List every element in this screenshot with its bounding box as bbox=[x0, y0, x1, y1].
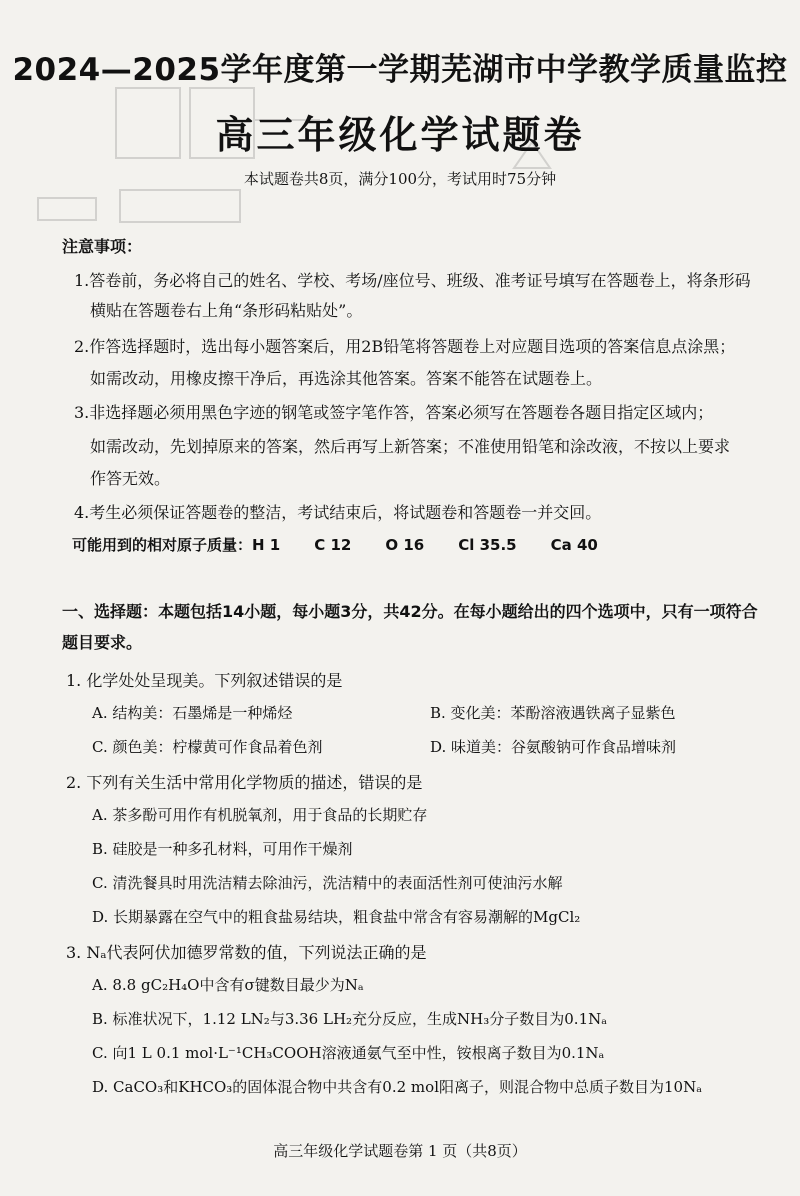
notice-heading: 注意事项： bbox=[62, 237, 143, 256]
atomic-mass-label: 可能用到的相对原子质量： bbox=[72, 536, 253, 554]
question-1-option-c: C. 颜色美：柠檬黄可作食品着色剂 bbox=[92, 738, 323, 756]
atomic-mass-c: C 12 bbox=[314, 536, 352, 554]
question-3-stem: 3. Nₐ代表阿伏加德罗常数的值，下列说法正确的是 bbox=[66, 943, 427, 962]
exam-info: 本试题卷共8页，满分100分，考试用时75分钟 bbox=[243, 170, 557, 188]
atomic-masses bbox=[72, 534, 632, 555]
exam-title: 2024—2025学年度第一学期芜湖市中学教学质量监控 bbox=[12, 52, 788, 88]
question-1-stem: 1. 化学处处呈现美。下列叙述错误的是 bbox=[66, 671, 343, 690]
question-3-option-a: A. 8.8 gC₂H₄O中含有σ键数目最少为Nₐ bbox=[92, 976, 364, 994]
section-heading bbox=[62, 596, 782, 658]
question-2-option-a: A. 茶多酚可用作有机脱氧剂，用于食品的长期贮存 bbox=[92, 806, 428, 824]
question-1-option-b: B. 变化美：苯酚溶液遇铁离子显紫色 bbox=[430, 704, 676, 722]
section-heading-line-1: 一、选择题：本题包括14小题，每小题3分，共42分。在每小题给出的四个选项中，只有一项符合 bbox=[62, 602, 758, 621]
question-2-option-c: C. 清洗餐具时用洗洁精去除油污，洗洁精中的表面活性剂可使油污水解 bbox=[92, 874, 563, 892]
question-3-option-d: D. CaCO₃和KHCO₃的固体混合物中共含有0.2 mol阳离子，则混合物中总质子数目为10Nₐ bbox=[92, 1078, 702, 1096]
page-footer: 高三年级化学试题卷第 1 页（共8页） bbox=[273, 1142, 527, 1160]
section-heading-line-2: 题目要求。 bbox=[62, 633, 143, 652]
exam-subtitle: 高三年级化学试题卷 bbox=[215, 113, 585, 157]
notice-item-3-line-1: 3.非选择题必须用黑色字迹的钢笔或签字笔作答，答案必须写在答题卷各题目指定区域内； bbox=[74, 403, 714, 422]
question-2-option-b: B. 硅胶是一种多孔材料，可用作干燥剂 bbox=[92, 840, 353, 858]
atomic-mass-o: O 16 bbox=[385, 536, 425, 554]
question-1-option-a: A. 结构美：石墨烯是一种烯烃 bbox=[92, 704, 293, 722]
notice-item-1-line-2: 横贴在答题卷右上角“条形码粘贴处”。 bbox=[90, 301, 363, 320]
notice-item-3-line-2: 如需改动，先划掉原来的答案，然后再写上新答案；不准使用铅笔和涂改液，不按以上要求 bbox=[90, 437, 731, 456]
notice-item-3-line-3: 作答无效。 bbox=[90, 469, 171, 488]
notice-item-1-line-1: 1.答卷前，务必将自己的姓名、学校、考场/座位号、班级、准考证号填写在答题卷上，将条形码 bbox=[74, 271, 751, 290]
atomic-mass-h: H 1 bbox=[252, 536, 281, 554]
notice-item-2-line-2: 如需改动，用橡皮擦干净后，再选涂其他答案。答案不能答在试题卷上。 bbox=[90, 369, 603, 388]
notice-item-4-line-1: 4.考生必须保证答题卷的整洁，考试结束后，将试题卷和答题卷一并交回。 bbox=[74, 503, 602, 522]
atomic-mass-ca: Ca 40 bbox=[550, 536, 598, 554]
question-3-option-c: C. 向1 L 0.1 mol·L⁻¹CH₃COOH溶液通氨气至中性，铵根离子数目为0.1Nₐ bbox=[92, 1044, 605, 1062]
atomic-mass-cl: Cl 35.5 bbox=[458, 536, 517, 554]
question-2-option-d: D. 长期暴露在空气中的粗食盐易结块，粗食盐中常含有容易潮解的MgCl₂ bbox=[92, 908, 581, 926]
question-1-option-d: D. 味道美：谷氨酸钠可作食品增味剂 bbox=[430, 738, 677, 756]
question-3-option-b: B. 标准状况下，1.12 LN₂与3.36 LH₂充分反应，生成NH₃分子数目为0.1Nₐ bbox=[92, 1010, 608, 1028]
question-2-stem: 2. 下列有关生活中常用化学物质的描述，错误的是 bbox=[66, 773, 423, 792]
notice-item-2-line-1: 2.作答选择题时，选出每小题答案后，用2B铅笔将答题卷上对应题目选项的答案信息点涂黑； bbox=[74, 337, 736, 356]
